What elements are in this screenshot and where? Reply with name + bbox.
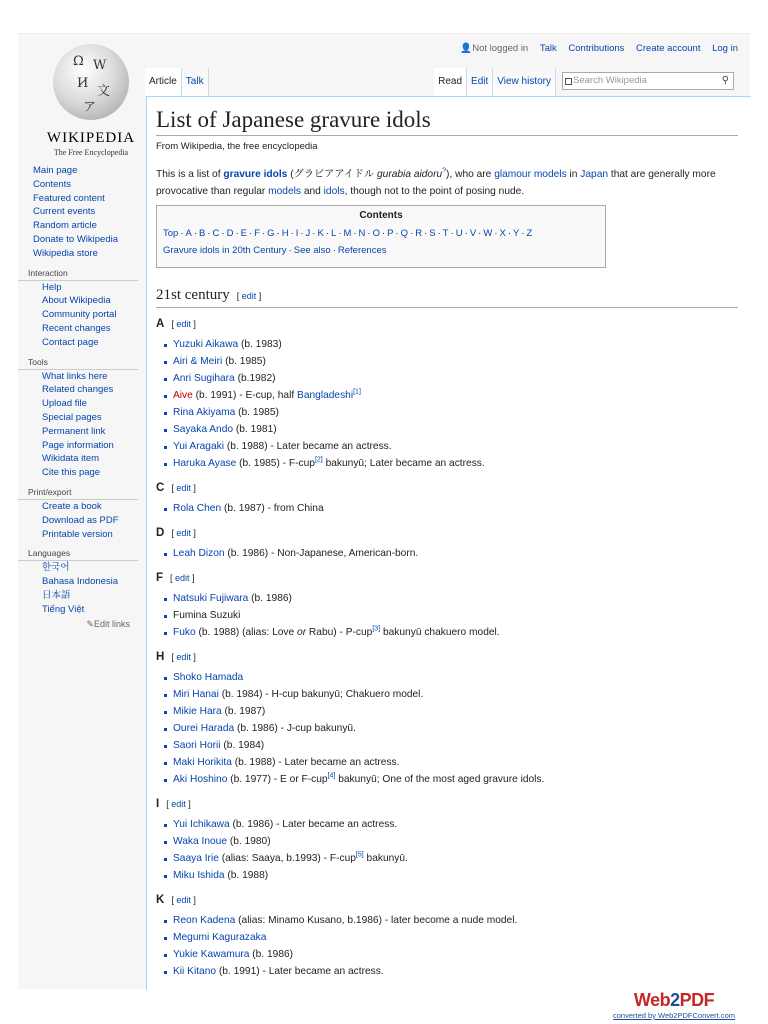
letter-section	[156, 796, 738, 884]
web2pdf-badge[interactable]	[596, 990, 752, 1020]
toc-letter-link[interactable]: J	[305, 228, 311, 239]
personal-tools	[460, 43, 738, 54]
edit-section-link[interactable]: [ edit ]	[170, 573, 195, 583]
toc-letter-link[interactable]: Q	[400, 228, 409, 239]
sidebar-item[interactable]: Printable version	[42, 528, 113, 540]
sidebar-item[interactable]: Create a book	[42, 500, 102, 512]
list-item: Aive (b. 1991) - E-cup, half Bangladeshi[1]	[164, 387, 738, 404]
logo-subtitle: The Free Encyclopedia	[53, 148, 129, 157]
country-link[interactable]: Bangladeshi	[297, 390, 354, 401]
logo-title: WIKIPEDIA	[46, 130, 136, 146]
toc-letter-link[interactable]: R	[415, 228, 423, 239]
sidebar-item[interactable]: Page information	[42, 439, 114, 451]
toc-letter-link[interactable]: A	[185, 228, 192, 239]
list-item: Ourei Harada (b. 1986) - J-cup bakunyū.	[164, 720, 738, 737]
idol-link[interactable]: Reon Kadena	[173, 915, 236, 926]
idol-link[interactable]: Ourei Harada	[173, 723, 235, 734]
tab-article[interactable]: Article	[145, 68, 182, 96]
toc-letter-link[interactable]: Z	[526, 228, 533, 239]
glamour-models-link[interactable]: glamour models	[494, 169, 567, 180]
list-item	[164, 669, 738, 686]
letter-heading: A [ edit ]	[156, 318, 196, 330]
pencil-icon: ✎	[86, 618, 94, 629]
toc-separator: ·	[450, 228, 454, 239]
reference-link[interactable]: [5]	[355, 851, 364, 859]
toc-separator: ·	[300, 228, 304, 239]
toc-separator: ·	[193, 228, 198, 239]
toc-separator: ·	[338, 228, 342, 239]
idol-list	[156, 669, 738, 788]
toc-separator: ·	[464, 228, 468, 239]
toc-separator: ·	[494, 228, 498, 239]
letter-section	[156, 570, 738, 641]
idol-link[interactable]: Yuzuki Aikawa	[173, 339, 239, 350]
reference-link[interactable]: [4]	[327, 772, 336, 780]
sidebar-item[interactable]: 日本語	[42, 589, 71, 601]
toc-row-2: Gravure idols in 20th Century · See also · References	[163, 245, 387, 256]
idol-link[interactable]: Anri Sugihara	[173, 373, 235, 384]
list-item: Anri Sugihara (b.1982)	[164, 370, 738, 387]
web2pdf-link[interactable]: converted by Web2PDFConvert.com	[613, 1011, 735, 1020]
idol-link[interactable]: Saaya Irie	[173, 853, 219, 864]
toc-top-link[interactable]: Top	[163, 228, 179, 239]
edit-section-link[interactable]: [ edit ]	[171, 652, 196, 662]
toc-separator: ·	[410, 228, 414, 239]
letter-section	[156, 525, 738, 562]
toc-letter-link[interactable]: H	[281, 228, 289, 239]
idol-link[interactable]: Aki Hoshino	[173, 774, 228, 785]
list-item: Yuzuki Aikawa (b. 1983)	[164, 336, 738, 353]
list-item: Mikie Hara (b. 1987)	[164, 703, 738, 720]
reference-link[interactable]: [2]	[314, 456, 323, 464]
idol-link[interactable]: Haruka Ayase	[173, 458, 237, 469]
toc-separator: ·	[325, 228, 329, 239]
list-item: Leah Dizon (b. 1986) - Non-Japanese, American-born.	[164, 545, 738, 562]
japan-link[interactable]: Japan	[580, 169, 609, 180]
toc-separator: ·	[290, 228, 294, 239]
idol-link[interactable]: Airi & Meiri	[173, 356, 223, 367]
sidebar-item[interactable]: Contact page	[42, 336, 99, 348]
toc-separator: ·	[221, 228, 225, 239]
sidebar-item[interactable]: Current events	[33, 206, 96, 218]
list-item: Haruka Ayase (b. 1985) - F-cup[2] bakunyū; Later became an actress.	[164, 455, 738, 472]
sidebar-item[interactable]: Recent changes	[42, 322, 111, 334]
list-item: Fuko (b. 1988) (alias: Love or Rabu) - P-cup[3] bakunyū chakuero model.	[164, 624, 738, 641]
letter-section	[156, 649, 738, 788]
portlet-heading: Languages	[18, 547, 138, 561]
sidebar-item[interactable]: Permanent link	[42, 425, 106, 437]
page-frame	[18, 33, 750, 989]
search-icon[interactable]: ⚲	[721, 75, 729, 86]
toc-letter-link[interactable]: X	[499, 228, 506, 239]
toc-letter-link[interactable]: D	[226, 228, 234, 239]
toc-separator: ·	[180, 228, 184, 239]
portlet-interaction	[18, 267, 146, 350]
intro-paragraph: This is a list of gravure idols (グラビアアイドル gurabia aidoru?), who are glamour models in Japan that are generally more provocative than regular models and idols, though not to the point of posing nude.	[156, 167, 716, 197]
models-link[interactable]: models	[268, 186, 301, 197]
sidebar-item[interactable]: Related changes	[42, 384, 114, 396]
list-item: Yui Aragaki (b. 1988) - Later became an actress.	[164, 438, 738, 455]
sidebar-item[interactable]: Community portal	[42, 309, 117, 321]
tab-view-history[interactable]: View history	[493, 68, 556, 96]
idol-link[interactable]: Fuko	[173, 627, 196, 638]
toc-letter-link[interactable]: S	[429, 228, 436, 239]
sidebar-item[interactable]: Featured content	[33, 192, 105, 204]
toc-letter-link[interactable]: T	[442, 228, 449, 239]
idol-link[interactable]: Shoko Hamada	[173, 672, 244, 683]
sidebar-item[interactable]: Wikipedia store	[33, 247, 98, 259]
idol-link[interactable]: Natsuki Fujiwara	[173, 593, 249, 604]
web2pdf-logo: Web2PDF	[633, 990, 715, 1010]
tab-edit[interactable]: Edit	[467, 68, 493, 96]
edit-section-link[interactable]: [ edit ]	[171, 483, 196, 493]
idol-link[interactable]: Sayaka Ando	[173, 424, 234, 435]
idol-link[interactable]: Maki Horikita	[173, 757, 232, 768]
edit-section-link[interactable]: [ edit ]	[171, 319, 196, 329]
search-placeholder: Search Wikipedia	[573, 75, 647, 86]
sidebar-item[interactable]: Help	[42, 281, 62, 293]
toc-title: Contents	[359, 210, 403, 221]
portlet-heading: Print/export	[18, 486, 138, 500]
portlet-heading: Tools	[18, 356, 138, 370]
letter-heading: K [ edit ]	[156, 894, 196, 906]
edit-section-link[interactable]: [ edit ]	[171, 528, 196, 538]
sidebar-item[interactable]: Random article	[33, 220, 97, 232]
list-item: Waka Inoue (b. 1980)	[164, 833, 738, 850]
sidebar-item[interactable]: Contents	[33, 178, 72, 190]
list-item: Maki Horikita (b. 1988) - Later became an actress.	[164, 754, 738, 771]
idol-list	[156, 545, 738, 562]
list-item	[164, 929, 738, 946]
toc-separator: ·	[367, 228, 371, 239]
talk-link[interactable]: Talk	[539, 43, 557, 54]
checkbox-icon	[565, 78, 572, 85]
toc-letter-link[interactable]: F	[254, 228, 260, 239]
idol-link[interactable]: Waka Inoue	[173, 836, 227, 847]
sidebar	[18, 164, 146, 631]
idol-link[interactable]: Saori Horii	[173, 740, 221, 751]
search-input[interactable]	[562, 72, 734, 90]
letter-heading: F [ edit ]	[156, 572, 195, 584]
toc-letter-link[interactable]: K	[317, 228, 324, 239]
toc-separator: ·	[235, 228, 239, 239]
wikipedia-logo[interactable]	[40, 44, 142, 164]
letter-heading: H [ edit ]	[156, 651, 196, 663]
letter-heading: I [ edit ]	[156, 798, 191, 810]
not-logged-in-text: Not logged in	[472, 43, 529, 54]
sidebar-item[interactable]: Special pages	[42, 411, 102, 423]
letter-heading: D [ edit ]	[156, 527, 196, 539]
contributions-link[interactable]: Contributions	[568, 43, 625, 54]
toc-references-link[interactable]: References	[337, 245, 387, 256]
toc-letter-link[interactable]: M	[343, 228, 352, 239]
toc-letter-link[interactable]: B	[199, 228, 206, 239]
list-item: Saori Horii (b. 1984)	[164, 737, 738, 754]
idol-link[interactable]: Aive	[173, 390, 193, 401]
list-item: Aki Hoshino (b. 1977) - E or F-cup[4] bakunyū; One of the most aged gravure idols.	[164, 771, 738, 788]
list-item: Rola Chen (b. 1987) - from China	[164, 500, 738, 517]
idol-link[interactable]: Leah Dizon	[173, 548, 225, 559]
portlet-print	[18, 486, 146, 541]
idol-list	[156, 500, 738, 517]
toc-letter-link[interactable]: Y	[513, 228, 520, 239]
list-item: Saaya Irie (alias: Saaya, b.1993) - F-cup[5] bakunyū.	[164, 850, 738, 867]
list-item: Yui Ichikawa (b. 1986) - Later became an actress.	[164, 816, 738, 833]
reference-link[interactable]: [1]	[353, 388, 361, 396]
letter-sections	[156, 316, 738, 980]
toc-separator: ·	[276, 228, 280, 239]
toc-letter-link[interactable]: O	[372, 228, 380, 239]
puzzle-globe-icon: Ω W И 文 ア	[53, 44, 129, 120]
gravure-idols-link[interactable]: gravure idols	[223, 169, 288, 180]
sidebar-main-nav	[18, 164, 146, 261]
toc-separator: ·	[312, 228, 316, 239]
list-item: Rina Akiyama (b. 1985)	[164, 404, 738, 421]
idol-list	[156, 336, 738, 472]
sidebar-item[interactable]: Bahasa Indonesia	[42, 576, 119, 588]
edit-section-link[interactable]: [ edit ]	[236, 291, 262, 301]
tagline: From Wikipedia, the free encyclopedia	[156, 141, 318, 152]
idol-link[interactable]: Megumi Kagurazaka	[173, 932, 267, 943]
toc-separator: ·	[353, 228, 357, 239]
idol-list	[156, 912, 738, 980]
list-item: Natsuki Fujiwara (b. 1986)	[164, 590, 738, 607]
idol-link[interactable]: Yukie Kawamura	[173, 949, 250, 960]
idol-link[interactable]: Yui Aragaki	[173, 441, 224, 452]
toc-gravure-20th-link[interactable]: Gravure idols in 20th Century	[163, 245, 287, 256]
toc-letter-link[interactable]: N	[358, 228, 366, 239]
list-item: Yukie Kawamura (b. 1986)	[164, 946, 738, 963]
toc-separator: ·	[381, 228, 386, 239]
toc-letter-link[interactable]: P	[387, 228, 394, 239]
sidebar-item[interactable]: Wikidata item	[42, 453, 100, 465]
sidebar-item[interactable]: Donate to Wikipedia	[33, 233, 119, 245]
idol-link[interactable]: Kii Kitano	[173, 966, 217, 977]
page-title: List of Japanese gravure idols	[156, 105, 738, 136]
tab-talk[interactable]: Talk	[182, 68, 209, 96]
edit-section-link[interactable]: [ edit ]	[166, 799, 191, 809]
idol-link[interactable]: Mikie Hara	[173, 706, 222, 717]
user-icon: 👤	[460, 43, 473, 54]
idol-list	[156, 816, 738, 884]
list-item: Miku Ishida (b. 1988)	[164, 867, 738, 884]
toc-separator: ·	[395, 228, 399, 239]
sidebar-item[interactable]: 한국어	[42, 562, 70, 574]
toc-see-also-link[interactable]: See also	[293, 245, 331, 256]
sidebar-item[interactable]: About Wikipedia	[42, 295, 111, 307]
help-link[interactable]: ?	[442, 167, 447, 175]
toc-letter-link[interactable]: I	[295, 228, 299, 239]
toc-separator: ·	[261, 228, 266, 239]
section-heading-21st-century: 21st century [ edit ]	[156, 284, 738, 308]
letter-section	[156, 480, 738, 517]
toc-letter-link[interactable]: G	[267, 228, 275, 239]
toc-separator: ·	[507, 228, 511, 239]
create-account-link[interactable]: Create account	[636, 43, 701, 54]
toc-separator: ·	[207, 228, 211, 239]
portlet-heading: Interaction	[18, 267, 138, 281]
sidebar-item[interactable]: Cite this page	[42, 467, 101, 479]
view-tabs	[434, 68, 734, 96]
idol-link[interactable]: Yui Ichikawa	[173, 819, 230, 830]
sidebar-item[interactable]: Main page	[33, 165, 78, 176]
idol-link[interactable]: Miku Ishida	[173, 870, 225, 881]
list-item: Kii Kitano (b. 1991) - Later became an actress.	[164, 963, 738, 980]
toc-separator: ·	[437, 228, 441, 239]
idol-link[interactable]: Rola Chen	[173, 503, 222, 514]
login-link[interactable]: Log in	[712, 43, 738, 54]
list-item: Fumina Suzuki	[164, 607, 738, 624]
list-item: Sayaka Ando (b. 1981)	[164, 421, 738, 438]
toc-letter-link[interactable]: L	[330, 228, 337, 239]
portlet-languages	[18, 547, 146, 630]
letter-section	[156, 316, 738, 472]
sidebar-item[interactable]: Tiếng Việt	[42, 603, 85, 615]
tab-read[interactable]: Read	[434, 68, 467, 96]
idol-link[interactable]: Miri Hanai	[173, 689, 219, 700]
edit-section-link[interactable]: [ edit ]	[171, 895, 196, 905]
toc-letters	[163, 225, 599, 242]
list-item: Airi & Meiri (b. 1985)	[164, 353, 738, 370]
toc-separator: ·	[248, 228, 253, 239]
sidebar-item[interactable]: Download as PDF	[42, 514, 119, 526]
letter-section	[156, 892, 738, 980]
article-content	[146, 96, 751, 990]
namespace-tabs	[145, 68, 209, 96]
edit-links-link[interactable]: ✎Edit links	[86, 618, 130, 629]
idol-link[interactable]: Rina Akiyama	[173, 407, 236, 418]
letter-heading: C [ edit ]	[156, 482, 196, 494]
toc-letter-link[interactable]: U	[455, 228, 463, 239]
toc-letter-link[interactable]: W	[483, 228, 493, 239]
portlet-tools	[18, 356, 146, 480]
list-item: Reon Kadena (alias: Minamo Kusano, b.1986) - later become a nude model.	[164, 912, 738, 929]
sidebar-item[interactable]: Upload file	[42, 398, 87, 410]
toc-letter-link[interactable]: V	[469, 228, 477, 239]
sidebar-item[interactable]: What links here	[42, 370, 108, 382]
idol-list	[156, 590, 738, 641]
toc-separator: ·	[424, 228, 428, 239]
table-of-contents	[156, 205, 606, 268]
toc-separator: ·	[478, 228, 482, 239]
toc-letter-link[interactable]: E	[240, 228, 247, 239]
idols-link[interactable]: idols	[323, 186, 345, 197]
toc-separator: ·	[521, 228, 525, 239]
list-item: Miri Hanai (b. 1984) - H-cup bakunyū; Chakuero model.	[164, 686, 738, 703]
reference-link[interactable]: [3]	[372, 625, 381, 633]
toc-letter-link[interactable]: C	[212, 228, 220, 239]
